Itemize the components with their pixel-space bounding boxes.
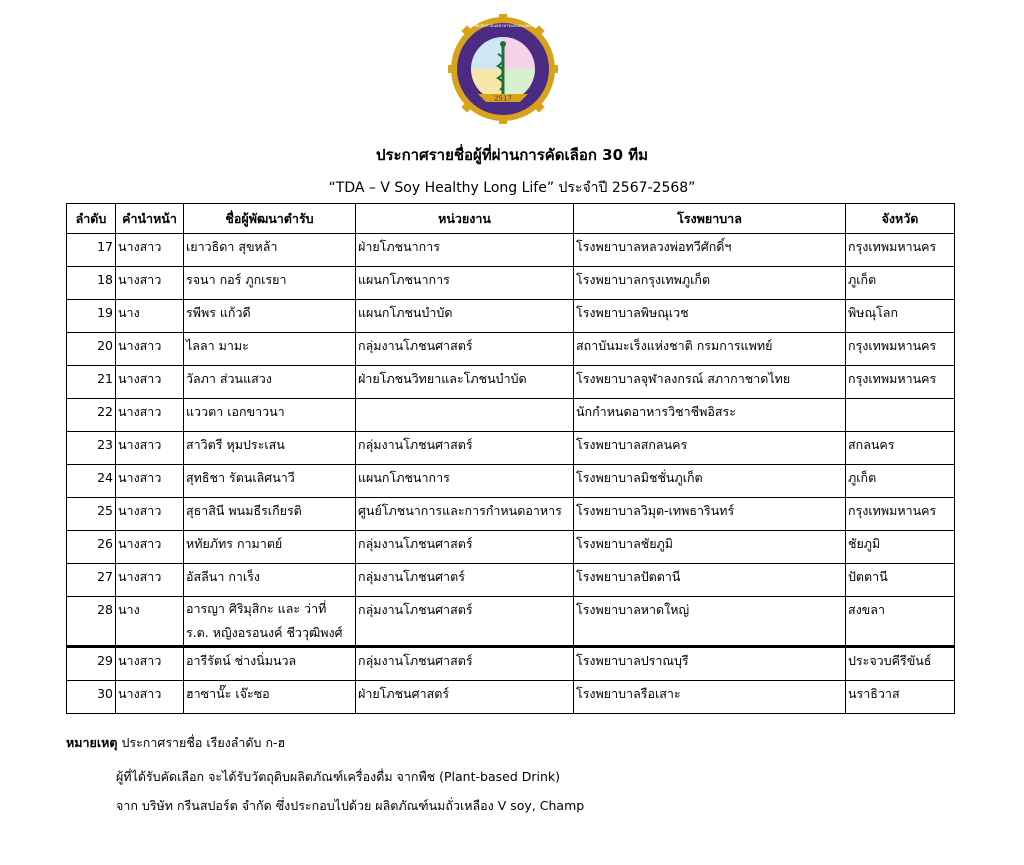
cell-unit [356, 399, 574, 432]
cell-province: ประจวบคีรีขันธ์ [846, 647, 955, 681]
table-row [67, 333, 955, 366]
cell-unit: กลุ่มงานโภชนศาสตร์ [356, 432, 574, 465]
cell-province: กรุงเทพมหานคร [846, 366, 955, 399]
cell-unit: กลุ่มงานโภชนศาสตร์ [356, 333, 574, 366]
table-row [67, 531, 955, 564]
cell-prefix: นางสาว [116, 234, 184, 267]
selected-teams-table [66, 203, 955, 714]
notes-line-1: ประกาศรายชื่อ เรียงลำดับ ก-ฮ [121, 735, 286, 750]
cell-prefix: นางสาว [116, 531, 184, 564]
table-row [67, 465, 955, 498]
table-header-row [67, 204, 955, 234]
table-row [67, 366, 955, 399]
cell-province: สงขลา [846, 597, 955, 647]
cell-name: สุธาสินี พนมธีรเกียรติ [184, 498, 356, 531]
cell-prefix: นางสาว [116, 267, 184, 300]
logo-ring-text: สมาคมนักกำหนดอาหารแห่งประเทศไทย [468, 23, 538, 28]
cell-hospital: โรงพยาบาลพิษณุเวช [574, 300, 846, 333]
cell-prefix: นางสาว [116, 681, 184, 714]
cell-unit: กลุ่มงานโภชนศาสตร์ [356, 597, 574, 647]
cell-unit: กลุ่มงานโภชนศาสตร์ [356, 647, 574, 681]
notes-label: หมายเหตุ [66, 735, 118, 750]
table-row [67, 432, 955, 465]
page-subtitle: “TDA – V Soy Healthy Long Life” ประจำปี 2567-2568” [328, 180, 696, 196]
table-row [67, 267, 955, 300]
cell-prefix: นางสาว [116, 399, 184, 432]
cell-unit: กลุ่มงานโภชนศาสตร์ [356, 531, 574, 564]
cell-unit: แผนกโภชนาการ [356, 465, 574, 498]
logo-year: 2517 [494, 94, 512, 103]
cell-name: หทัยภัทร กามาตย์ [184, 531, 356, 564]
cell-hospital: โรงพยาบาลปราณบุรี [574, 647, 846, 681]
table-row [67, 399, 955, 432]
cell-no: 22 [67, 399, 116, 432]
cell-unit: แผนกโภชนาการ [356, 267, 574, 300]
table-row [67, 234, 955, 267]
cell-unit: กลุ่มงานโภชนศาตร์ [356, 564, 574, 597]
cell-no: 24 [67, 465, 116, 498]
cell-hospital: โรงพยาบาลสกลนคร [574, 432, 846, 465]
table-row [67, 498, 955, 531]
table-row [67, 564, 955, 597]
cell-hospital: โรงพยาบาลมิชชั่นภูเก็ต [574, 465, 846, 498]
cell-province: พิษณุโลก [846, 300, 955, 333]
cell-province: ภูเก็ต [846, 465, 955, 498]
association-logo [448, 14, 558, 124]
cell-prefix: นางสาว [116, 647, 184, 681]
cell-prefix: นางสาว [116, 432, 184, 465]
cell-no: 17 [67, 234, 116, 267]
cell-no: 25 [67, 498, 116, 531]
cell-no: 19 [67, 300, 116, 333]
cell-province [846, 399, 955, 432]
table-row [67, 597, 955, 647]
cell-name: วัลภา ส่วนแสวง [184, 366, 356, 399]
cell-name: แววตา เอกขาวนา [184, 399, 356, 432]
cell-name-line1: อารญา ศิริมุสิกะ และ ว่าที่ [186, 601, 327, 616]
cell-no: 18 [67, 267, 116, 300]
cell-province: กรุงเทพมหานคร [846, 498, 955, 531]
header-developer-name: ชื่อผู้พัฒนาตำรับ [184, 204, 356, 234]
table-row [67, 681, 955, 714]
header-prefix: คำนำหน้า [116, 204, 184, 234]
notes-heading [66, 733, 285, 753]
table-row [67, 647, 955, 681]
cell-prefix: นาง [116, 300, 184, 333]
cell-name: รพีพร แก้วดี [184, 300, 356, 333]
cell-prefix: นาง [116, 597, 184, 647]
cell-prefix: นางสาว [116, 498, 184, 531]
cell-province: ชัยภูมิ [846, 531, 955, 564]
cell-unit: ฝ่ายโภชนวิทยาและโภชนบำบัด [356, 366, 574, 399]
cell-hospital: โรงพยาบาลหาดใหญ่ [574, 597, 846, 647]
cell-hospital: โรงพยาบาลวิมุต-เทพธารินทร์ [574, 498, 846, 531]
cell-name: สุทธิชา รัตนเลิศนาวี [184, 465, 356, 498]
cell-prefix: นางสาว [116, 564, 184, 597]
cell-hospital: โรงพยาบาลกรุงเทพภูเก็ต [574, 267, 846, 300]
cell-province: กรุงเทพมหานคร [846, 234, 955, 267]
cell-no: 20 [67, 333, 116, 366]
cell-no: 27 [67, 564, 116, 597]
header-province: จังหวัด [846, 204, 955, 234]
cell-no: 26 [67, 531, 116, 564]
cell-name: สาวิตรี หุมประเสน [184, 432, 356, 465]
cell-province: กรุงเทพมหานคร [846, 333, 955, 366]
cell-province: ปัตตานี [846, 564, 955, 597]
notes-line-3: จาก บริษัท กรีนสปอร์ต จำกัด ซึ่งประกอบไปด้วย ผลิตภัณฑ์นมถั่วเหลือง V soy, Champ [116, 798, 585, 813]
cell-province: สกลนคร [846, 432, 955, 465]
cell-hospital: โรงพยาบาลรือเสาะ [574, 681, 846, 714]
cell-prefix: นางสาว [116, 465, 184, 498]
page-title: ประกาศรายชื่อผู้ที่ผ่านการคัดเลือก 30 ทีม [375, 146, 649, 164]
cell-unit: ศูนย์โภชนาการและการกำหนดอาหาร [356, 498, 574, 531]
cell-name: ไลลา มามะ [184, 333, 356, 366]
cell-prefix: นางสาว [116, 366, 184, 399]
header-order: ลำดับ [67, 204, 116, 234]
cell-name: อารีรัตน์ ช่างนิ่มนวล [184, 647, 356, 681]
header-hospital: โรงพยาบาล [574, 204, 846, 234]
cell-hospital: โรงพยาบาลชัยภูมิ [574, 531, 846, 564]
cell-name [184, 597, 356, 647]
cell-province: ภูเก็ต [846, 267, 955, 300]
cell-prefix: นางสาว [116, 333, 184, 366]
cell-no: 23 [67, 432, 116, 465]
cell-no: 30 [67, 681, 116, 714]
cell-name: เยาวธิดา สุขหล้า [184, 234, 356, 267]
cell-hospital: สถาบันมะเร็งแห่งชาติ กรมการแพทย์ [574, 333, 846, 366]
cell-no: 29 [67, 647, 116, 681]
header-unit: หน่วยงาน [356, 204, 574, 234]
cell-province: นราธิวาส [846, 681, 955, 714]
cell-hospital: โรงพยาบาลหลวงพ่อทวีศักดิ์ฯ [574, 234, 846, 267]
cell-hospital: นักกำหนดอาหารวิชาชีพอิสระ [574, 399, 846, 432]
notes-line-2: ผู้ที่ได้รับคัดเลือก จะได้รับวัตถุดิบผลิตภัณฑ์เครื่องดื่ม จากพืช (Plant-based Drink) [116, 769, 561, 784]
cell-hospital: โรงพยาบาลปัตตานี [574, 564, 846, 597]
cell-name: อัสลีนา กาเร็ง [184, 564, 356, 597]
cell-name: รจนา กอร์ ภูกเรยา [184, 267, 356, 300]
cell-no: 28 [67, 597, 116, 647]
cell-unit: ฝ่ายโภชนศาสตร์ [356, 681, 574, 714]
cell-name: ฮาซานั๊ะ เจ๊ะซอ [184, 681, 356, 714]
cell-name-line2: ร.ต. หญิงอรอนงค์ ชีววุฒิพงศ์ [186, 625, 343, 640]
cell-hospital: โรงพยาบาลจุฬาลงกรณ์ สภากาชาดไทย [574, 366, 846, 399]
cell-unit: ฝ่ายโภชนาการ [356, 234, 574, 267]
table-row [67, 300, 955, 333]
cell-no: 21 [67, 366, 116, 399]
cell-unit: แผนกโภชนบำบัด [356, 300, 574, 333]
